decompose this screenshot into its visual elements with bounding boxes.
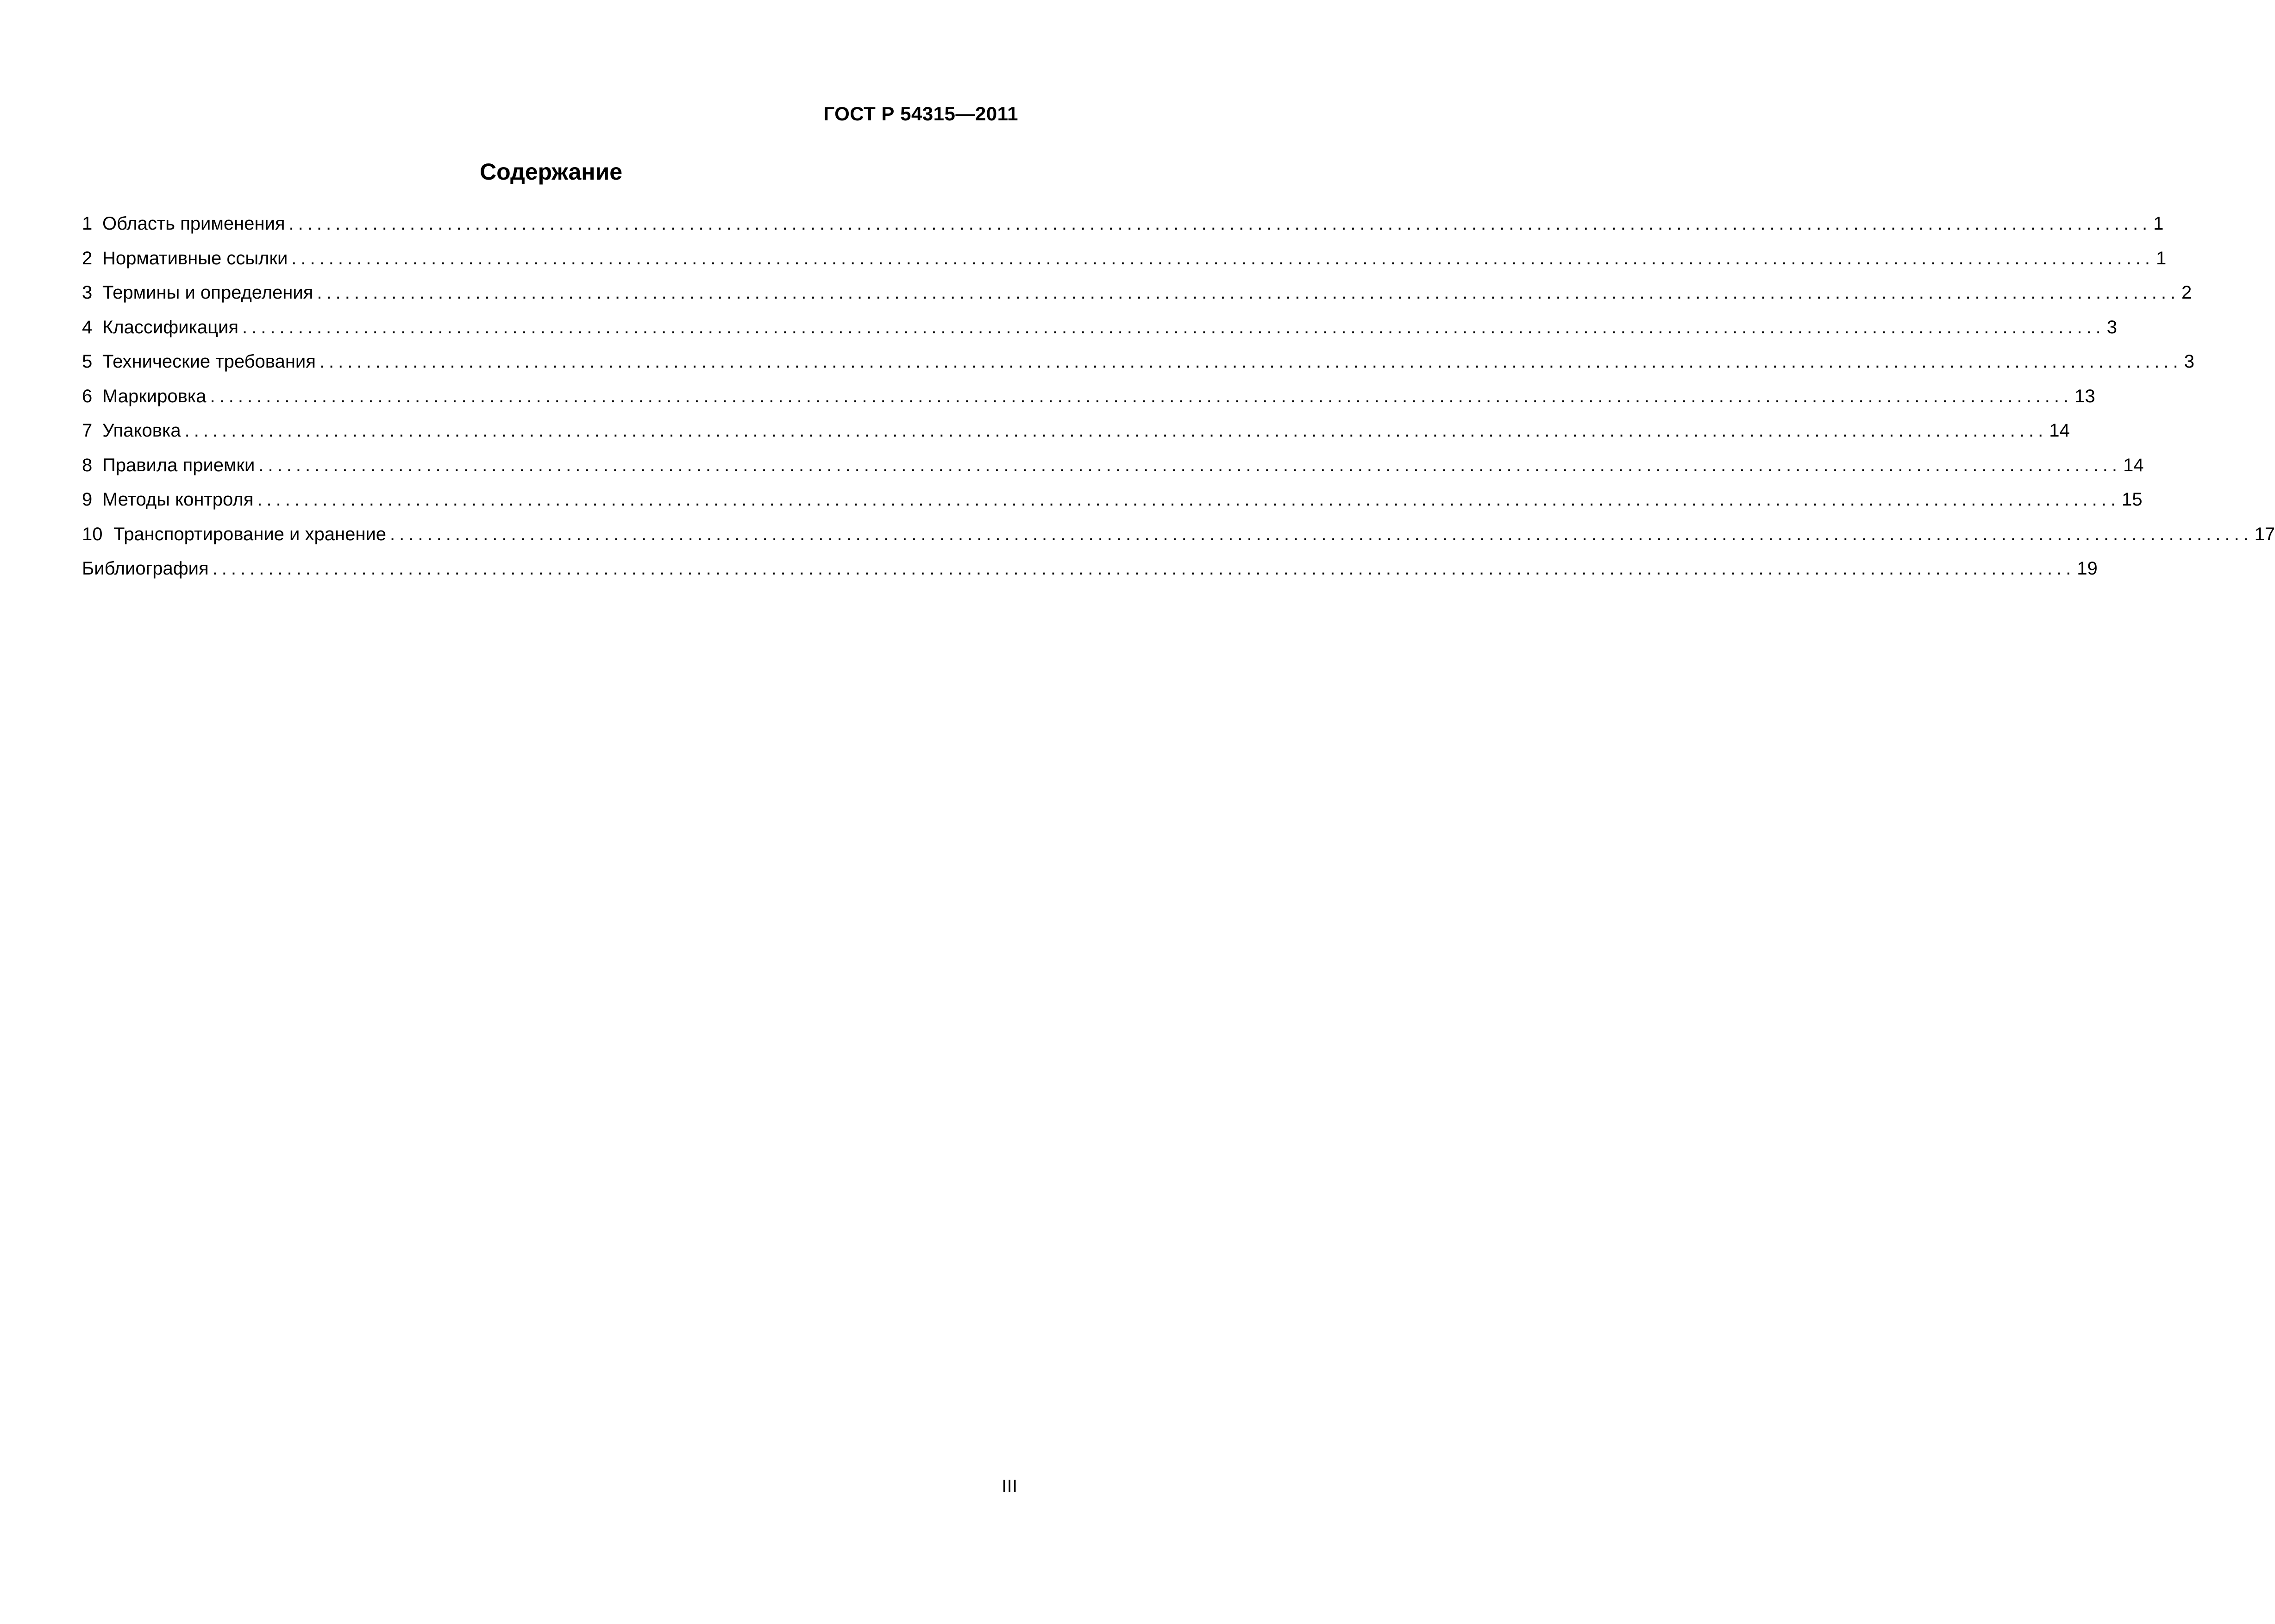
- toc-entry-number: 8: [82, 455, 93, 475]
- toc-entry-label: Упаковка: [102, 420, 181, 441]
- toc-entry-number: 4: [82, 317, 93, 337]
- document-code: ГОСТ Р 54315—2011: [823, 103, 1018, 125]
- dot-leader: ........................................................................................................................................................................................................: [242, 317, 2105, 337]
- toc-entry-label: Транспортирование и хранение: [113, 524, 387, 544]
- toc-entry[interactable]: [82, 448, 2144, 483]
- toc-entry-label: Термины и определения: [102, 282, 313, 303]
- toc-entry-page: 1: [2156, 248, 2167, 269]
- toc-entry-page: 15: [2122, 489, 2143, 510]
- dot-leader: ........................................................................................................................................................................................................: [258, 455, 2122, 475]
- toc-entry-number: 6: [82, 386, 93, 406]
- toc-entry-page: 17: [2254, 524, 2275, 544]
- toc-entry-number: 1: [82, 213, 93, 234]
- dot-leader: ........................................................................................................................................................................................................: [257, 489, 2120, 510]
- dot-leader: ........................................................................................................................................................................................................: [212, 558, 2075, 579]
- toc-entry-label: Технические требования: [102, 351, 316, 372]
- toc-entry[interactable]: [82, 206, 2164, 241]
- toc-title: Содержание: [479, 159, 623, 185]
- toc-entry-page: 14: [2123, 455, 2144, 475]
- toc-entry[interactable]: [82, 241, 2167, 276]
- toc-entry[interactable]: [82, 551, 2098, 586]
- dot-leader: ........................................................................................................................................................................................................: [319, 351, 2182, 372]
- dot-leader: ........................................................................................................................................................................................................: [317, 282, 2180, 303]
- dot-leader: ........................................................................................................................................................................................................: [210, 386, 2073, 406]
- toc-entry-label: Классификация: [102, 317, 239, 337]
- toc-entry-label: Библиография: [82, 558, 209, 579]
- toc-entry[interactable]: [82, 482, 2143, 517]
- toc-entry[interactable]: [82, 517, 2275, 552]
- toc-entry-number: 5: [82, 351, 93, 372]
- toc-entry-label: Методы контроля: [102, 489, 254, 510]
- toc-entry[interactable]: [82, 413, 2070, 448]
- table-of-contents: [82, 206, 2275, 586]
- dot-leader: ........................................................................................................................................................................................................: [291, 248, 2154, 269]
- toc-entry-page: 13: [2074, 386, 2095, 406]
- toc-entry-number: 7: [82, 420, 93, 441]
- toc-entry[interactable]: [82, 379, 2095, 414]
- dot-leader: ........................................................................................................................................................................................................: [390, 524, 2253, 544]
- toc-entry-page: 19: [2077, 558, 2098, 579]
- toc-entry-label: Нормативные ссылки: [102, 248, 288, 269]
- toc-entry-number: 9: [82, 489, 93, 510]
- toc-entry-page: 2: [2181, 282, 2192, 303]
- toc-entry-number: 2: [82, 248, 93, 269]
- toc-entry[interactable]: [82, 310, 2117, 345]
- toc-entry-label: Правила приемки: [102, 455, 255, 475]
- dot-leader: ........................................................................................................................................................................................................: [288, 213, 2152, 234]
- toc-entry-number: 10: [82, 524, 103, 544]
- toc-entry-page: 14: [2049, 420, 2070, 441]
- toc-entry-label: Область применения: [102, 213, 285, 234]
- toc-entry[interactable]: [82, 275, 2192, 310]
- dot-leader: ........................................................................................................................................................................................................: [184, 420, 2048, 441]
- page-number: III: [1002, 1477, 1018, 1496]
- toc-entry-label: Маркировка: [102, 386, 207, 406]
- toc-entry-page: 1: [2153, 213, 2164, 234]
- toc-entry-page: 3: [2106, 317, 2117, 337]
- toc-entry-number: 3: [82, 282, 93, 303]
- toc-entry-page: 3: [2184, 351, 2194, 372]
- toc-entry[interactable]: [82, 344, 2194, 379]
